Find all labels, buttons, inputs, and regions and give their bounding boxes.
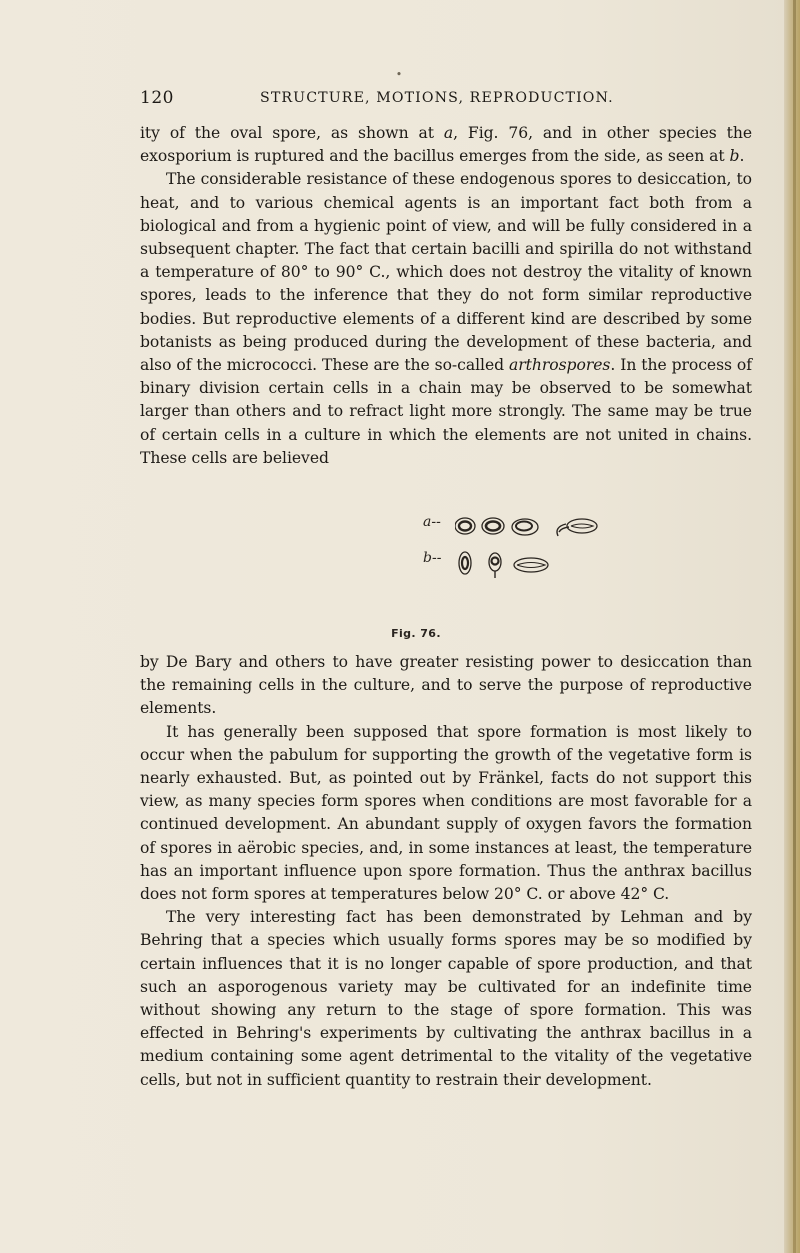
text-block-upper <box>140 122 752 470</box>
paragraph-de-bary: by De Bary and others to have greater resisting power to desiccation than the remaining cells in the culture, and to serve the purpose of reproductive elements. <box>140 653 752 718</box>
emerging-bacillus-2 <box>514 558 548 572</box>
running-head: STRUCTURE, MOTIONS, REPRODUCTION. <box>260 90 614 106</box>
paragraph-continuation: ity of the oval spore, as shown at a, Fig. 76, and in other species the exosporium is ruptured and the bacillus emerges from the side, as seen at b. <box>140 124 752 166</box>
figure-caption: Fig. 76. <box>391 627 441 640</box>
oval-spore-1-core <box>459 522 471 531</box>
spore-diagram <box>455 510 615 580</box>
oval-spore-2-core <box>486 522 500 531</box>
figure-label-a: a-- <box>423 514 441 530</box>
page-edge-shadow <box>793 0 796 1253</box>
text-block-lower <box>140 651 752 1092</box>
paragraph-spore-formation: It has generally been supposed that spore formation is most likely to occur when the pabulum for supporting the growth of the vegetative form is nearly exhausted. But, as pointed out by Fränkel, facts do not support this view, as many species form spores when conditions are most favorable for a continued development. An abundant supply of oxygen favors the formation of spores in aërobic species, and, in some instances at least, the temperature has an important influence upon spore formation. Thus the anthrax bacillus does not form spores at temperatures below 20° C. or above 42° C. <box>140 722 752 904</box>
page-edge <box>784 0 800 1253</box>
page-header <box>140 88 760 114</box>
oval-spore-3 <box>459 552 471 574</box>
germinating-spore-1-core <box>516 522 532 531</box>
oval-spore-3-core <box>462 557 468 569</box>
paragraph-spore-resistance: The considerable resistance of these endogenous spores to desiccation, to heat, and to various chemical agents is an important fact both from a biological and from a hygienic point of view, and will be fully considered in a subsequent chapter. The fact that certain bacilli and spirilla do not withstand a temperature of 80° to 90° C., which does not destroy the vitality of known spores, leads to the inference that they do not form similar reproductive bodies. But reproductive elements of a different kind are described by some botanists as being produced during the development of these bacteria, and also of the micrococci. These are the so-called arthrospores. In the process of binary division certain cells in a chain may be observed to be somewhat larger than others and to refract light more strongly. The same may be true of certain cells in a culture in which the elements are not united in chains. These cells are believed <box>140 170 752 467</box>
header-ornament: • <box>395 68 403 81</box>
figure-76 <box>423 510 615 620</box>
paragraph-asporogenous: The very interesting fact has been demonstrated by Lehman and by Behring that a species which usually forms spores may be so modified by certain influences that it is no longer capable of spore production, and that such an asporogenous variety may be cultivated for an indefinite time without showing any return to the stage of spore formation. This was effected in Behring's experiments by cultivating the anthrax bacillus in a medium containing some agent detrimental to the vitality of the vegetative cells, but not in sufficient quantity to restrain their development. <box>140 908 752 1089</box>
figure-label-b: b-- <box>423 550 442 566</box>
page-number: 120 <box>140 88 174 108</box>
